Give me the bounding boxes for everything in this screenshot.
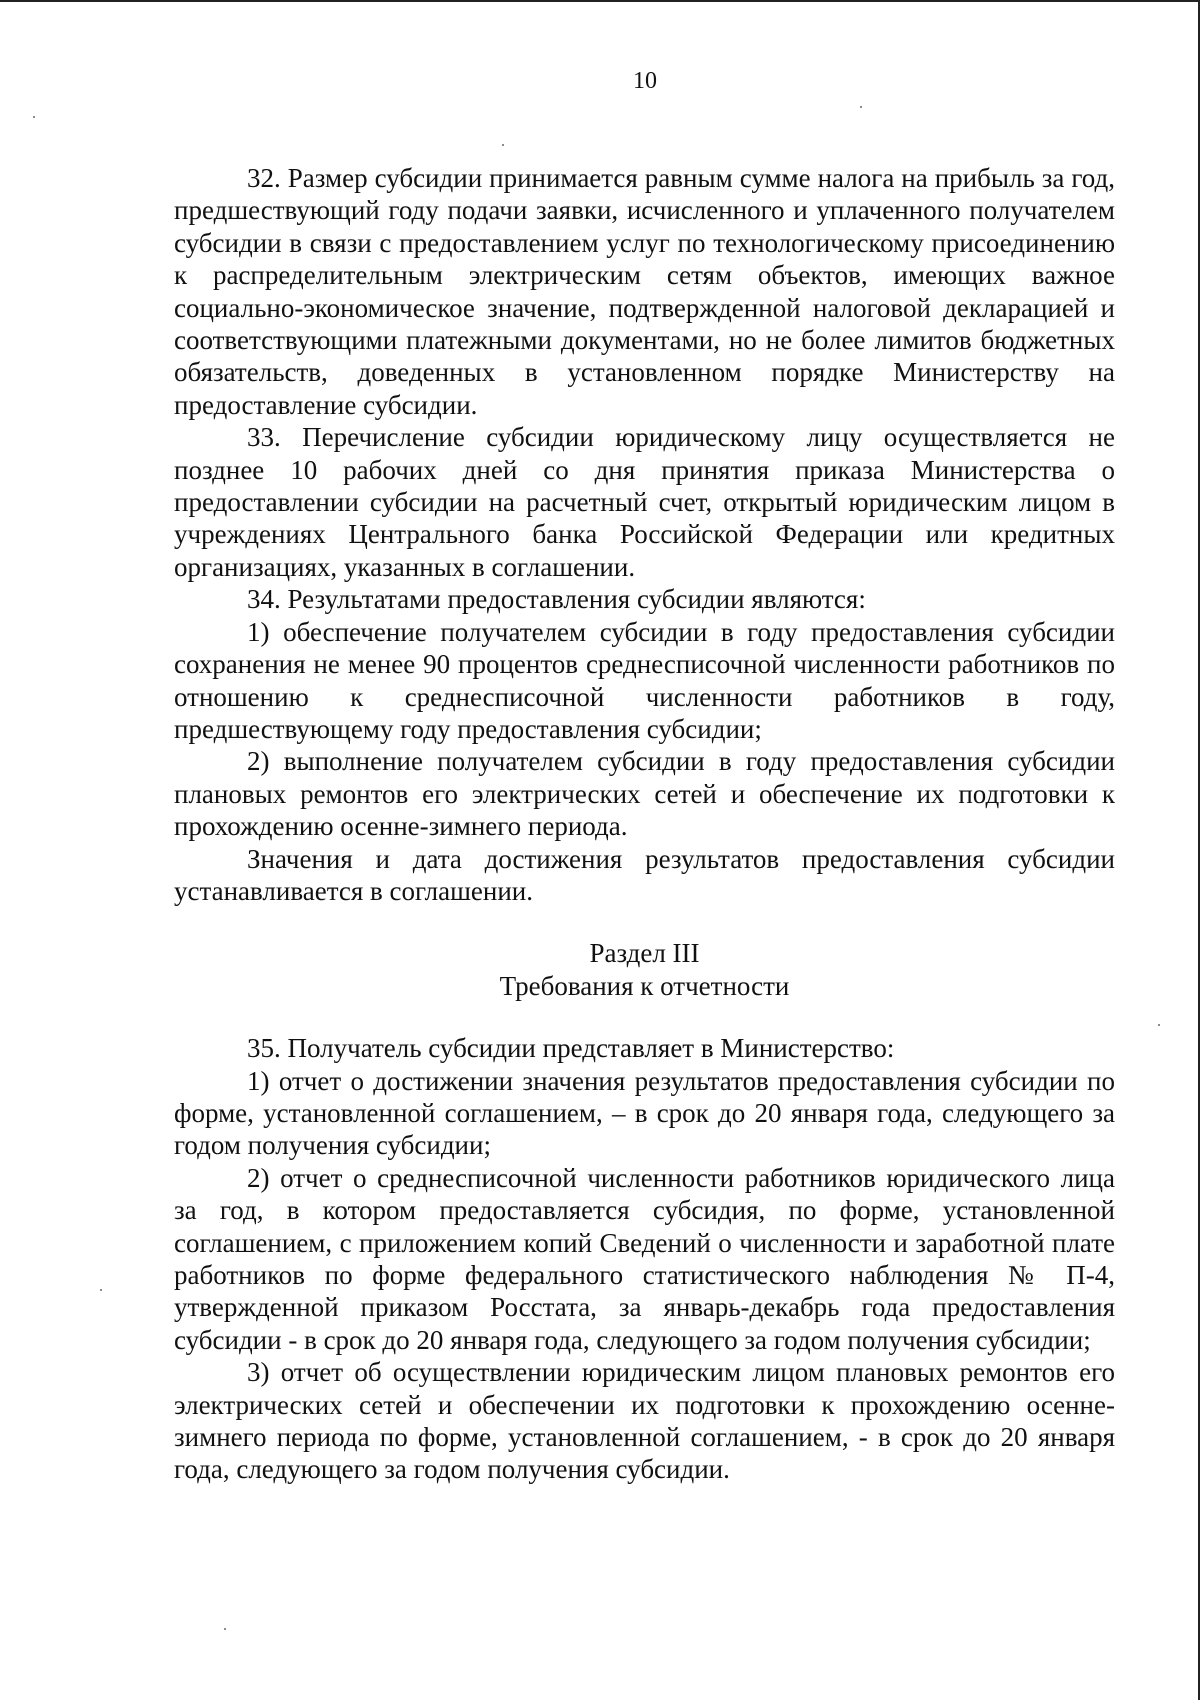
document-body [174, 162, 1115, 1486]
scan-speck [100, 1289, 102, 1291]
section-heading-block [174, 937, 1115, 1002]
paragraph-34-values: Значения и дата достижения результатов предоставления субсидии устанавливается в соглашении. [174, 843, 1115, 906]
paragraph-32: 32. Размер субсидии принимается равным сумме налога на прибыль за год, предшествующий году подачи заявки, исчисленного и уплаченного получателем субсидии в связи с предоставлением услуг по технологическому присоединению к распределительным электрическим сетям объектов, имеющих важное социально-экономическое значение, подтвержденной налоговой декларацией и соответствующими платежными документами, но не более лимитов бюджетных обязательств, доведенных в установленном порядке Министерству на предоставление субсидии. [174, 163, 1115, 420]
scan-speck [860, 106, 862, 108]
paragraph-35: 35. Получатель субсидии представляет в Министерство: [247, 1033, 895, 1064]
scan-speck [1158, 1024, 1160, 1026]
paragraph-34: 34. Результатами предоставления субсидии являются: [247, 584, 866, 615]
page-number: 10 [633, 68, 657, 94]
paragraph-35-item-1: 1) отчет о достижении значения результатов предоставления субсидии по форме, установленной соглашением, – в срок до 20 января года, следующего за годом получения субсидии; [174, 1065, 1115, 1161]
section-title: Требования к отчетности [499, 970, 790, 1001]
scan-speck [224, 1628, 226, 1630]
paragraph-34-item-1: 1) обеспечение получателем субсидии в году предоставления субсидии сохранения не менее 90 процентов среднесписочной численности работников по отношению к среднесписочной численности работников в году, предшествующему году предоставления субсидии; [174, 616, 1115, 744]
paragraph-35-item-3: 3) отчет об осуществлении юридическим лицом плановых ремонтов его электрических сетей и обеспечении их подготовки к прохождению осенне-зимнего периода по форме, установленной соглашением, - в срок до 20 января года, следующего за годом получения субсидии. [174, 1357, 1115, 1485]
paragraph-35-item-2: 2) отчет о среднесписочной численности работников юридического лица за год, в котором предоставляется субсидия, по форме, установленной соглашением, с приложением копий Сведений о численности и заработной плате работников по форме федерального статистического наблюдения № П-4, утвержденной приказом Росстата, за январь-декабрь года предоставления субсидии - в срок до 20 января года, следующего за годом получения субсидии; [174, 1162, 1115, 1355]
paragraph-33: 33. Перечисление субсидии юридическому лицу осуществляется не позднее 10 рабочих дней со дня принятия приказа Министерства о предоставлении субсидии на расчетный счет, открытый юридическим лицом в учреждениях Центрального банка Российской Федерации или кредитных организациях, указанных в соглашении. [174, 422, 1115, 582]
scan-speck [33, 116, 35, 118]
section-label: Раздел III [589, 938, 700, 969]
scan-speck [502, 144, 504, 146]
paragraph-34-item-2: 2) выполнение получателем субсидии в году предоставления субсидии плановых ремонтов его электрических сетей и обеспечение их подготовки к прохождению осенне-зимнего периода. [174, 746, 1115, 842]
